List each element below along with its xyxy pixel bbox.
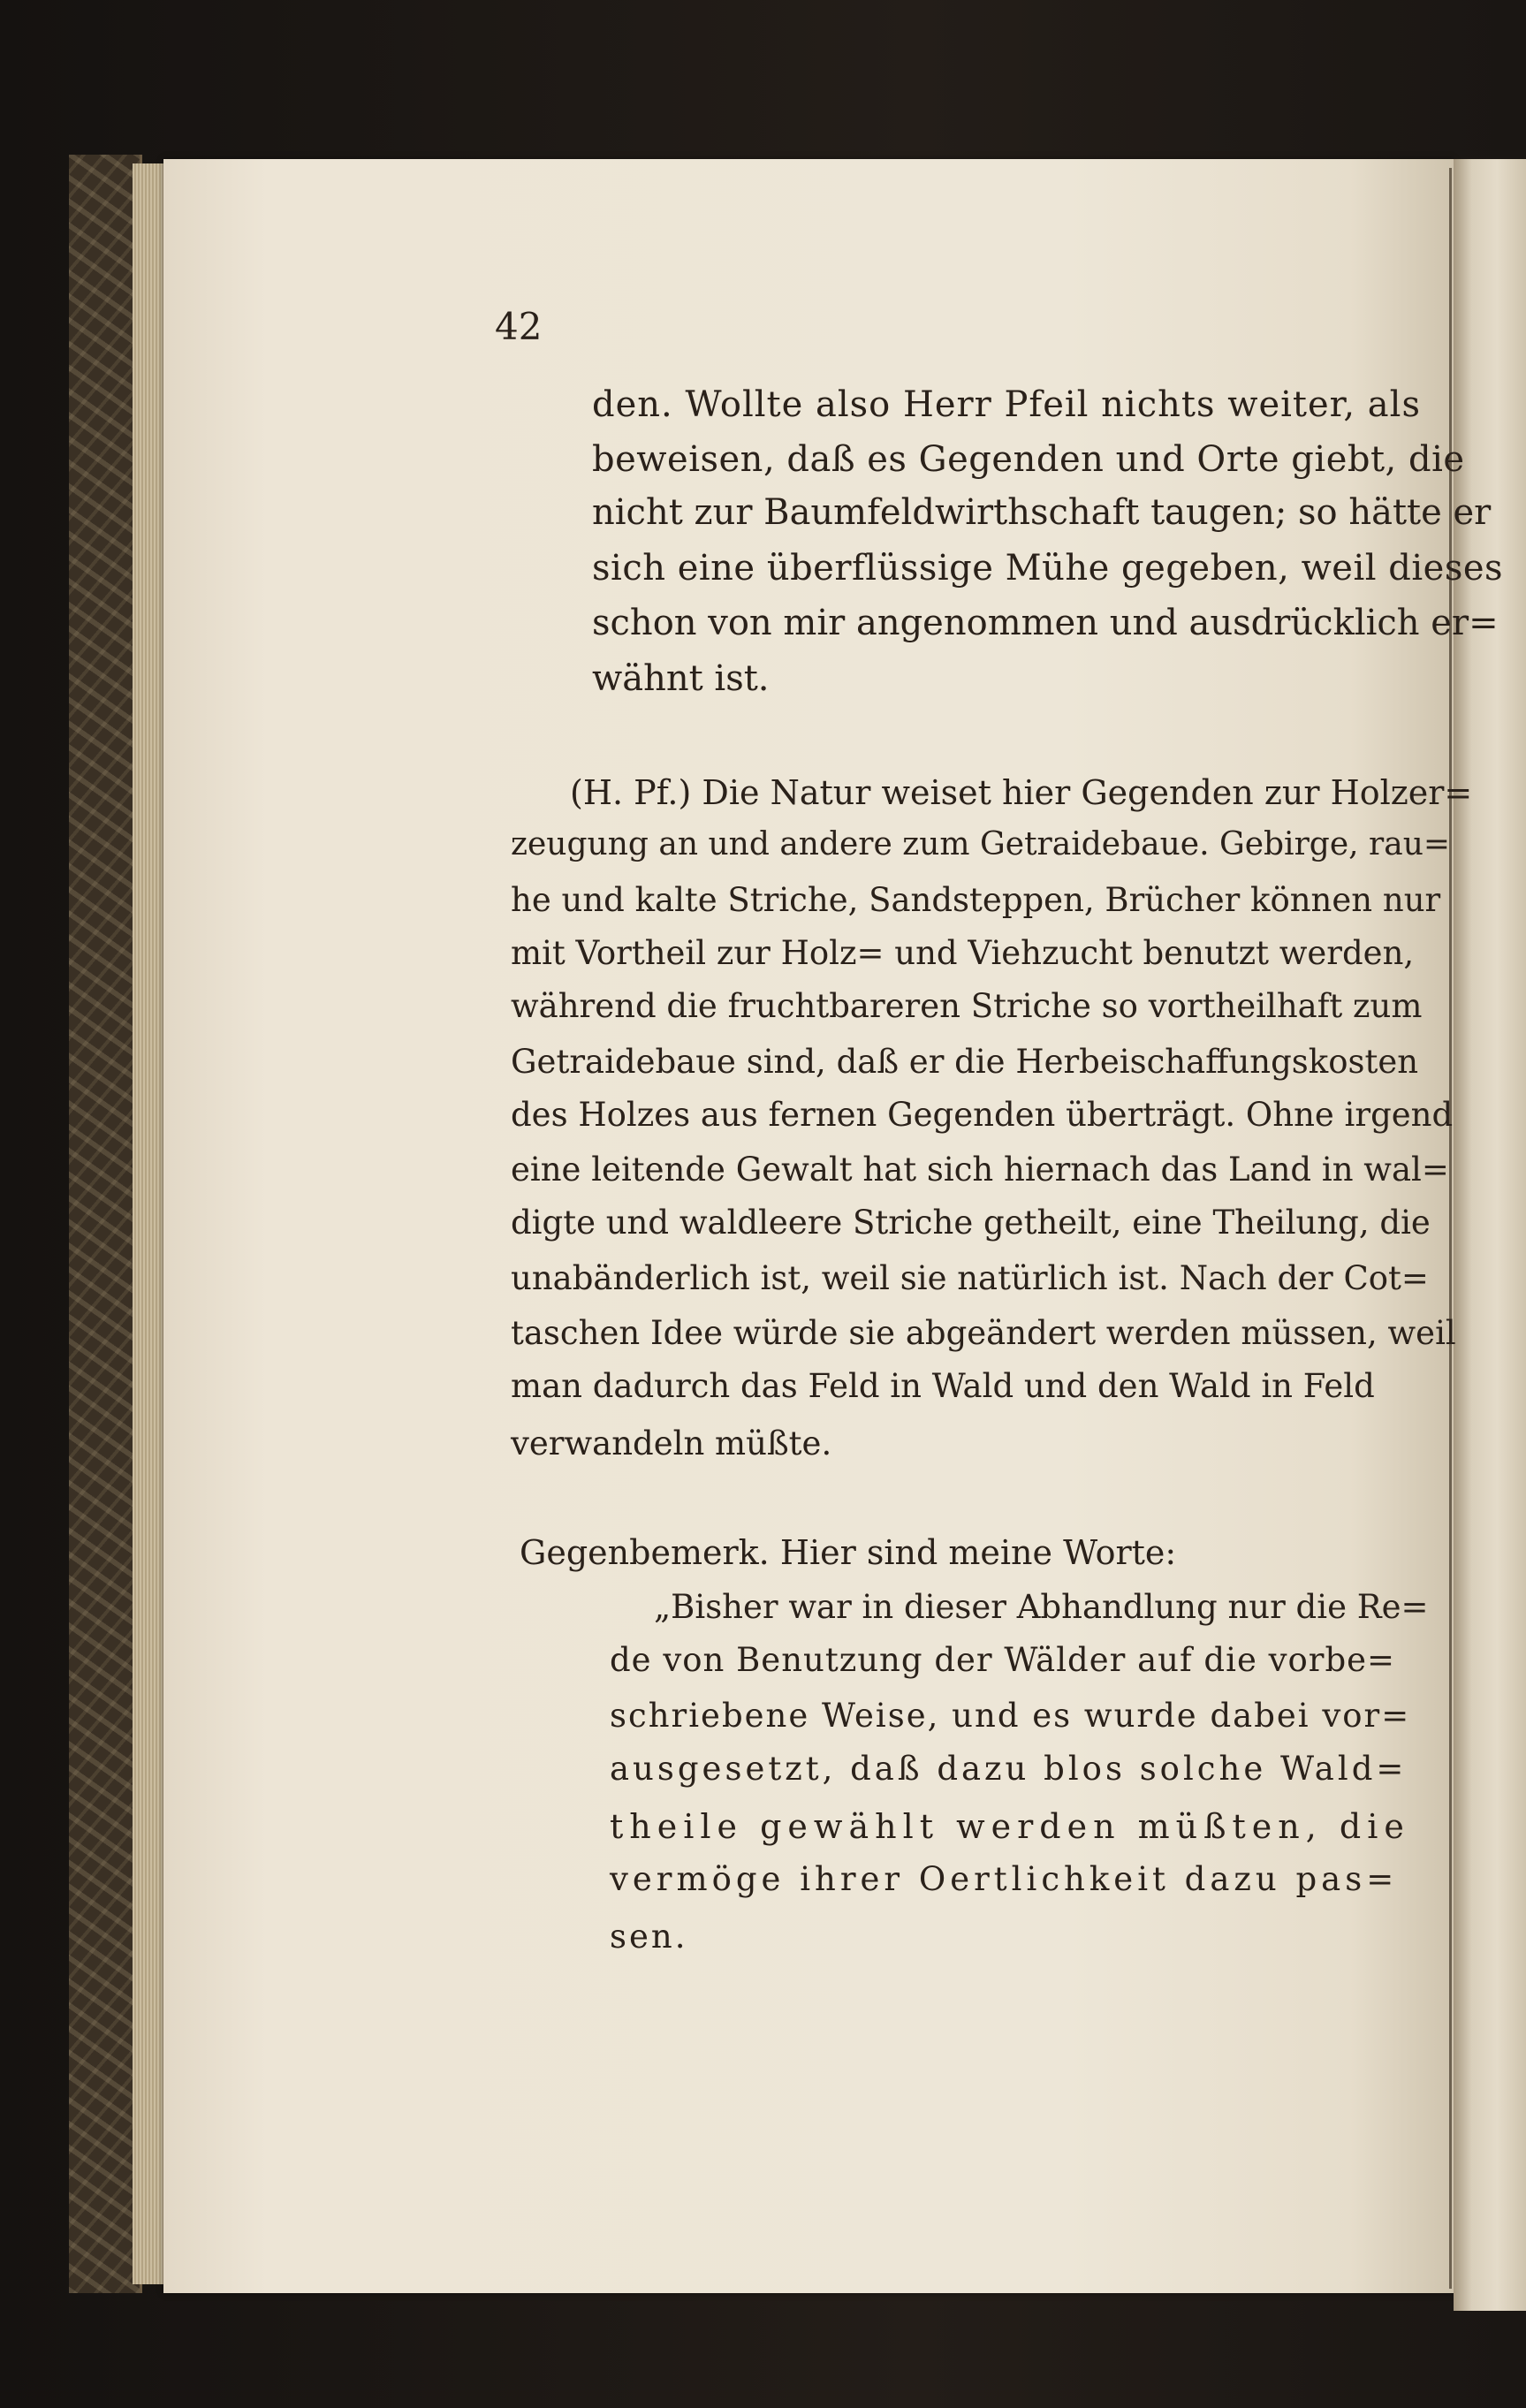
gutter-shadow <box>1449 168 1452 2289</box>
text-line: verwandeln müßte. <box>511 1424 832 1462</box>
text-line: wähnt ist. <box>592 658 770 699</box>
text-line: unabänderlich ist, weil sie natürlich ist. Nach der Cot= <box>511 1259 1429 1297</box>
text-line: ausgesetzt, daß dazu blos solche Wald= <box>610 1750 1408 1788</box>
text-line: eine leitende Gewalt hat sich hiernach das Land in wal= <box>511 1151 1449 1189</box>
text-line: „Bisher war in dieser Abhandlung nur die Re= <box>654 1588 1429 1626</box>
text-line: taschen Idee würde sie abgeändert werden müssen, weil <box>511 1314 1456 1352</box>
text-line: beweisen, daß es Gegenden und Orte giebt, die <box>592 439 1465 480</box>
text-line: he und kalte Striche, Sandsteppen, Brücher können nur <box>511 881 1441 919</box>
text-line: sich eine überflüssige Mühe gegeben, weil dieses <box>592 548 1504 589</box>
text-line: theile gewählt werden müßten, die <box>610 1807 1410 1846</box>
text-line: den. Wollte also Herr Pfeil nichts weiter, als <box>592 384 1421 425</box>
text-line: des Holzes aus fernen Gegenden überträgt. Ohne irgend <box>511 1096 1454 1134</box>
marbled-cover <box>69 155 142 2293</box>
text-line: de von Benutzung der Wälder auf die vorbe= <box>610 1641 1396 1679</box>
text-line: zeugung an und andere zum Getraidebaue. Gebirge, rau= <box>511 826 1451 862</box>
text-line: schriebene Weise, und es wurde dabei vor= <box>610 1697 1411 1735</box>
text-line: vermöge ihrer Oertlichkeit dazu pas= <box>610 1860 1399 1898</box>
text-line: Gegenbemerk. Hier sind meine Worte: <box>520 1533 1177 1572</box>
text-line: sen. <box>610 1918 688 1956</box>
page-number: 42 <box>495 305 543 348</box>
text-line: während die fruchtbareren Striche so vortheilhaft zum <box>511 987 1423 1025</box>
opposite-page-edge <box>1454 159 1526 2311</box>
text-line: digte und waldleere Striche getheilt, eine Theilung, die <box>511 1204 1431 1242</box>
page-edges <box>133 163 168 2284</box>
text-line: man dadurch das Feld in Wald und den Wald in Feld <box>511 1367 1375 1405</box>
text-line: (H. Pf.) Die Natur weiset hier Gegenden zur Holzer= <box>570 773 1473 812</box>
text-line: mit Vortheil zur Holz= und Viehzucht benutzt werden, <box>511 934 1415 972</box>
text-line: nicht zur Baumfeldwirthschaft taugen; so hätte er <box>592 492 1492 533</box>
text-line: Getraidebaue sind, daß er die Herbeischaffungskosten <box>511 1043 1419 1081</box>
text-line: schon von mir angenommen und ausdrücklich er= <box>592 603 1499 643</box>
